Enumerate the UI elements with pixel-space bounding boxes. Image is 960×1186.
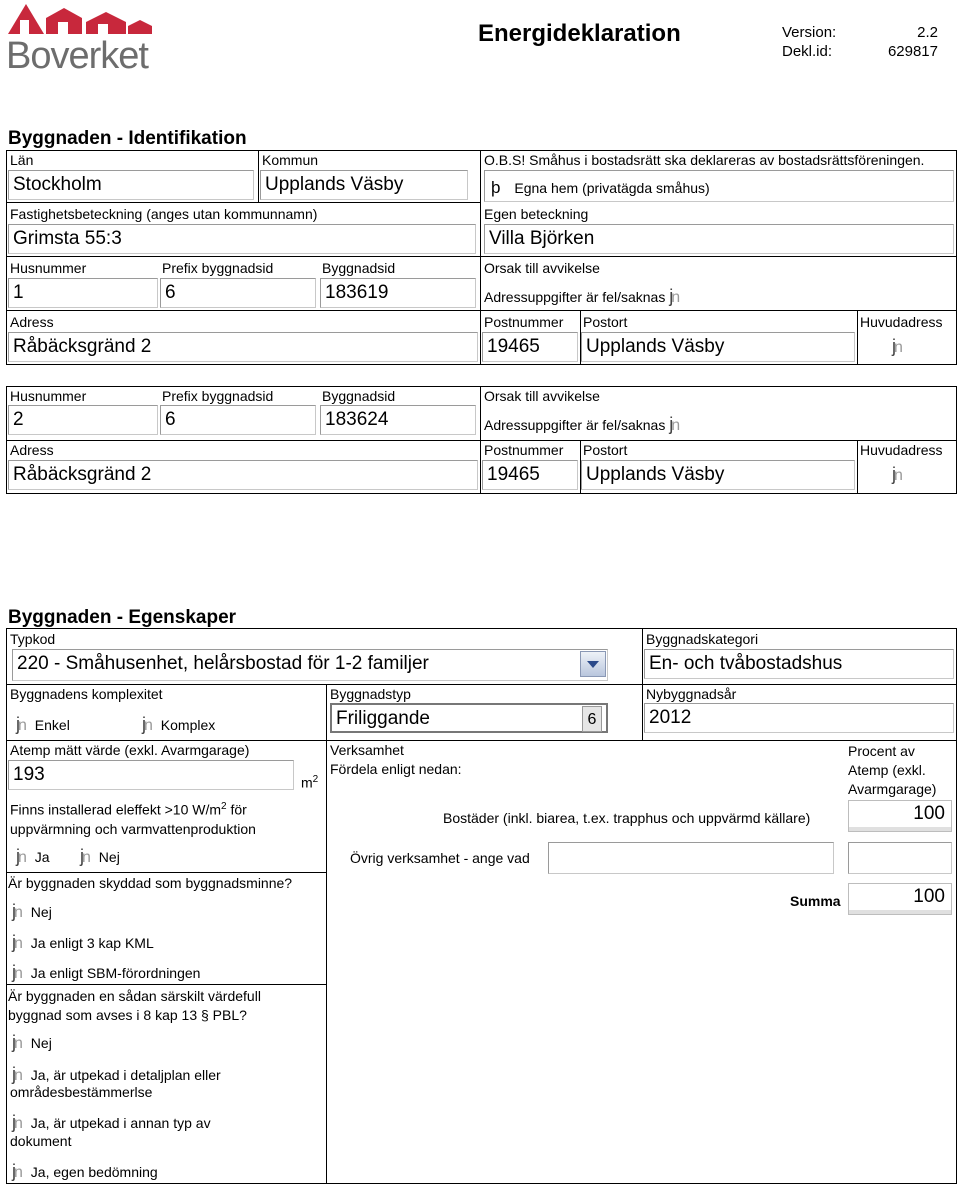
vardefull-nej-radio[interactable]: jn Nej (12, 1032, 52, 1052)
kategori-label: Byggnadskategori (646, 631, 759, 647)
komplexitet-label: Byggnadens komplexitet (10, 686, 163, 702)
version-label: Version: (782, 24, 837, 41)
komplex-radio[interactable]: jn Komplex (142, 714, 216, 734)
postort-field[interactable]: Upplands Väsby (581, 460, 855, 490)
section-title-egenskaper: Byggnaden - Egenskaper (8, 607, 237, 628)
adressfel-label: Adressuppgifter är fel/saknas jn (484, 286, 681, 306)
dekl-id-value: 629817 (887, 43, 938, 60)
adressfel-checkbox[interactable]: jn (669, 414, 681, 434)
obs-note: O.B.S! Småhus i bostadsrätt ska deklareras av bostadsrättsföreningen. (484, 152, 925, 168)
lan-field[interactable]: Stockholm (8, 170, 254, 200)
boverket-logo (6, 0, 156, 78)
eleffekt-ja-label: Ja (34, 849, 50, 865)
nybyggnadsar-field[interactable]: 2012 (644, 703, 954, 733)
minne-nej-label: Nej (30, 904, 52, 920)
fordela-label: Fördela enligt nedan: (330, 761, 462, 777)
vardefull-detalj-label: Ja, är utpekad i detaljplan eller (30, 1067, 221, 1083)
byggnadstyp-label: Byggnadstyp (330, 686, 411, 702)
eleffekt-nej-radio[interactable]: jn Nej (80, 846, 120, 866)
huvudadress-label: Huvudadress (860, 314, 943, 330)
huvudadress-radio[interactable]: jn (892, 464, 903, 484)
fastighet-field[interactable]: Grimsta 55:3 (8, 224, 476, 254)
enkel-label: Enkel (34, 717, 70, 733)
orsak-label: Orsak till avvikelse (484, 260, 600, 276)
byggnadsid-label: Byggnadsid (322, 388, 396, 404)
lan-label: Län (10, 152, 34, 168)
postnummer-field[interactable]: 19465 (482, 332, 578, 362)
huvudadress-radio[interactable]: jn (892, 336, 903, 356)
husnummer-label: Husnummer (10, 260, 87, 276)
adress-label: Adress (10, 314, 54, 330)
summa-label: Summa (790, 893, 841, 909)
orsak-label: Orsak till avvikelse (484, 388, 600, 404)
byggnadsid-field[interactable]: 183624 (320, 405, 476, 435)
summa-field: 100 (848, 883, 952, 915)
byggnadsid-label: Byggnadsid (322, 260, 396, 276)
vardefull-annan-radio[interactable]: jn Ja, är utpekad i annan typ av (12, 1112, 211, 1132)
typkod-value: 220 - Småhusenhet, helårsbostad för 1-2 familjer (17, 653, 429, 674)
vardefull-nej-label: Nej (30, 1035, 52, 1051)
fastighet-label: Fastighetsbeteckning (anges utan kommunnamn) (10, 206, 318, 222)
minne-sbm-label: Ja enligt SBM-förordningen (30, 965, 201, 981)
verksamhet-label: Verksamhet (330, 742, 404, 758)
adressfel-checkbox[interactable]: jn (669, 286, 681, 306)
kommun-field[interactable]: Upplands Väsby (260, 170, 468, 200)
eleffekt-nej-label: Nej (98, 849, 120, 865)
postort-field[interactable]: Upplands Väsby (581, 332, 855, 362)
logo-wordmark: Boverket (6, 35, 148, 77)
egna-hem-field[interactable] (484, 170, 954, 202)
ovrig-label: Övrig verksamhet - ange vad (350, 850, 530, 866)
vardefull-egen-radio[interactable]: jn Ja, egen bedömning (12, 1161, 158, 1181)
egen-beteckning-field[interactable]: Villa Björken (484, 224, 954, 254)
typkod-label: Typkod (10, 631, 56, 647)
atemp-label: Atemp mätt värde (exkl. Avarmgarage) (10, 742, 250, 758)
version-value: 2.2 (917, 24, 938, 41)
egna-hem-label: Egna hem (privatägda småhus) (514, 180, 710, 196)
byggnadsminne-label: Är byggnaden skyddad som byggnadsminne? (8, 875, 293, 891)
eleffekt-ja-radio[interactable]: jn Ja (16, 846, 50, 866)
postnummer-label: Postnummer (484, 442, 564, 458)
kategori-field[interactable]: En- och tvåbostadshus (644, 649, 954, 679)
prefix-label: Prefix byggnadsid (162, 260, 274, 276)
page-title: Energideklaration (478, 20, 681, 47)
ovrig-percent-field[interactable] (848, 842, 952, 874)
adressfel-label: Adressuppgifter är fel/saknas jn (484, 414, 681, 434)
postort-label: Postort (583, 442, 628, 458)
minne-kml-label: Ja enligt 3 kap KML (30, 935, 154, 951)
prefix-field[interactable]: 6 (160, 278, 316, 308)
bostader-percent-field[interactable]: 100 (848, 800, 952, 832)
byggnadstyp-select[interactable]: Friliggande (330, 703, 608, 733)
adress-field[interactable]: Råbäcksgränd 2 (8, 332, 478, 362)
minne-sbm-radio[interactable]: jn Ja enligt SBM-förordningen (12, 962, 201, 982)
typkod-select[interactable] (12, 649, 608, 681)
dekl-id-label: Dekl.id: (782, 43, 833, 60)
byggnadstyp-spin[interactable]: 6 (582, 706, 602, 732)
ovrig-field[interactable] (548, 842, 834, 874)
husnummer-field[interactable]: 1 (8, 278, 158, 308)
egen-beteckning-label: Egen beteckning (484, 206, 589, 222)
adress-field[interactable]: Råbäcksgränd 2 (8, 460, 478, 490)
section-title-identifikation: Byggnaden - Identifikation (8, 128, 247, 149)
enkel-radio[interactable]: jn Enkel (16, 714, 70, 734)
kommun-label: Kommun (262, 152, 319, 168)
minne-nej-radio[interactable]: jn Nej (12, 901, 52, 921)
husnummer-field[interactable]: 2 (8, 405, 158, 435)
bostader-label: Bostäder (inkl. biarea, t.ex. trapphus och uppvärmd källare) (443, 810, 811, 826)
huvudadress-label: Huvudadress (860, 442, 943, 458)
prefix-field[interactable]: 6 (160, 405, 316, 435)
adress-label: Adress (10, 442, 54, 458)
husnummer-label: Husnummer (10, 388, 87, 404)
postnummer-label: Postnummer (484, 314, 564, 330)
postnummer-field[interactable]: 19465 (482, 460, 578, 490)
atemp-field[interactable]: 193 (8, 760, 294, 790)
atemp-unit: $m^2$ (301, 774, 319, 791)
nybyggnadsar-label: Nybyggnadsår (646, 686, 737, 702)
prefix-label: Prefix byggnadsid (162, 388, 274, 404)
byggnadsid-field[interactable]: 183619 (320, 278, 476, 308)
logo-house-icon (6, 0, 156, 36)
postort-label: Postort (583, 314, 628, 330)
vardefull-annan-label-2: dokument (10, 1133, 72, 1149)
vardefull-detalj-radio[interactable]: jn Ja, är utpekad i detaljplan eller (12, 1064, 221, 1084)
vardefull-label: Är byggnaden en sådan särskilt värdefull byggnad som avses i 8 kap 13 § PBL? (8, 988, 261, 1023)
eleffekt-label: Finns installerad eleffekt >10 $W/m^2$ för uppvärmning och varmvattenproduktion (10, 801, 256, 837)
vardefull-detalj-label-2: områdesbestämmerlse (10, 1084, 153, 1100)
komplex-label: Komplex (160, 717, 216, 733)
minne-kml-radio[interactable]: jn Ja enligt 3 kap KML (12, 932, 154, 952)
procent-label: Procent av Atemp (exkl. Avarmgarage) (848, 743, 937, 797)
vardefull-annan-label: Ja, är utpekad i annan typ av (30, 1115, 211, 1131)
chevron-down-icon[interactable] (580, 651, 606, 677)
vardefull-egen-label: Ja, egen bedömning (30, 1164, 158, 1180)
egna-hem-checkbox[interactable]: þ (491, 178, 501, 197)
